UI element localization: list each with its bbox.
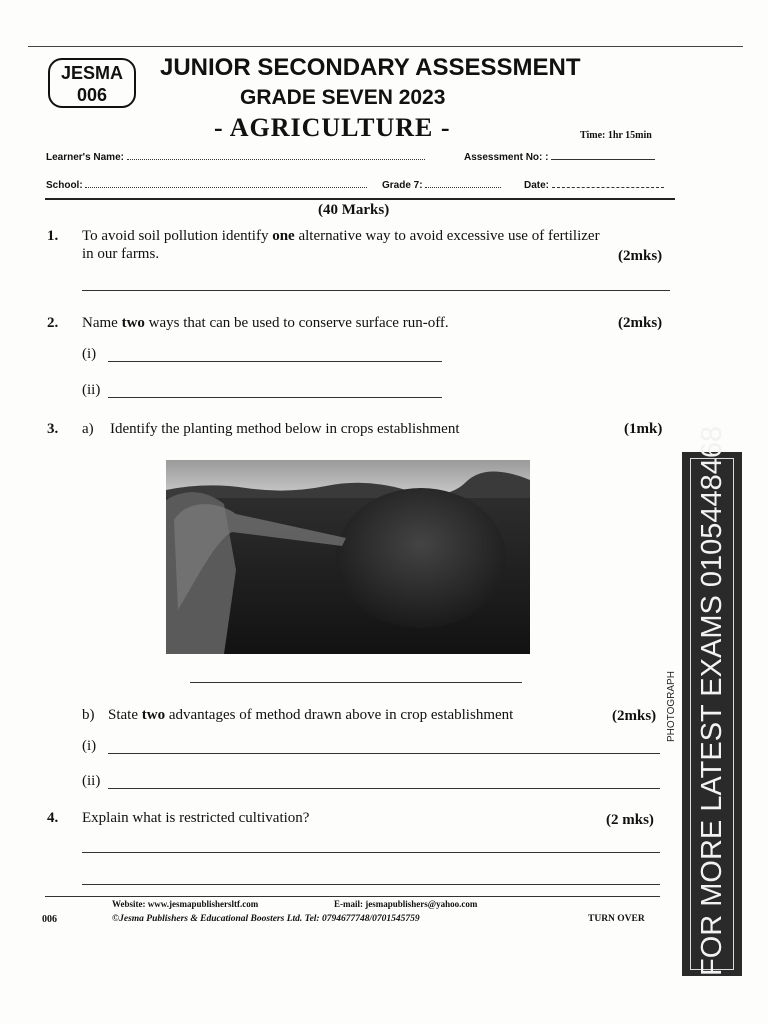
q3a-label: a) <box>82 421 94 437</box>
school-label: School: <box>46 180 83 191</box>
assessment-no-field <box>464 150 655 163</box>
photograph-label: PHOTOGRAPH <box>666 671 677 742</box>
jesma-logo <box>48 58 136 108</box>
grade7-label: Grade 7: <box>382 180 423 191</box>
q2-emphasis: two <box>121 315 145 331</box>
side-banner-text: FOR MORE LATEST EXAMS 0105448468 <box>696 425 728 976</box>
q1-answer-line[interactable] <box>82 290 670 291</box>
exam-grade: GRADE SEVEN 2023 <box>240 86 446 109</box>
q3b-option-ii: (ii) <box>82 773 101 789</box>
total-marks: (40 Marks) <box>318 202 390 218</box>
q4-answer-line-2[interactable] <box>82 884 660 885</box>
q3b-answer-line-ii[interactable] <box>108 788 660 789</box>
q4-marks: (2 mks) <box>606 812 654 828</box>
q2-answer-line-i[interactable] <box>108 361 442 362</box>
q4-answer-line-1[interactable] <box>82 852 660 853</box>
assessment-no-label: Assessment No: : <box>464 152 549 163</box>
learner-name-label: Learner's Name: <box>46 152 124 163</box>
q2-marks: (2mks) <box>618 315 663 331</box>
q2-option-i: (i) <box>82 346 97 362</box>
date-blank[interactable] <box>552 178 664 188</box>
q3a-marks: (1mk) <box>624 421 663 437</box>
q1-emphasis: one <box>272 228 295 244</box>
q3a-text: Identify the planting method below in crops establishment <box>110 421 460 437</box>
q1-number: 1. <box>47 228 59 244</box>
exam-title: JUNIOR SECONDARY ASSESSMENT <box>160 54 581 81</box>
q3b-text-after: advantages of method drawn above in crop establishment <box>165 707 514 723</box>
q1-text-before: To avoid soil pollution identify <box>82 228 273 244</box>
photo-seed-spread <box>336 488 506 628</box>
q2-answer-line-ii[interactable] <box>108 397 442 398</box>
footer-website: Website: www.jesmapublishersltf.com <box>112 899 259 909</box>
q3b-marks: (2mks) <box>612 708 657 724</box>
q4-number: 4. <box>47 810 59 826</box>
footer-paper-code: 006 <box>42 914 57 925</box>
q3b-option-i: (i) <box>82 738 97 754</box>
q2-option-ii: (ii) <box>82 382 101 398</box>
date-field <box>524 178 664 191</box>
exam-subject: - AGRICULTURE - <box>214 113 451 142</box>
q1-text-line2: in our farms. <box>82 246 160 262</box>
q3a-answer-line[interactable] <box>190 682 522 683</box>
learner-name-field <box>46 150 425 163</box>
turn-over-label: TURN OVER <box>588 914 645 924</box>
school-blank[interactable] <box>85 178 367 188</box>
learner-name-blank[interactable] <box>127 150 425 160</box>
side-advert-banner <box>682 425 742 976</box>
top-border-line <box>28 46 743 47</box>
logo-text-code: 006 <box>76 85 108 105</box>
footer-divider <box>45 896 660 897</box>
photo-scene <box>166 460 530 654</box>
grade7-field <box>382 178 501 191</box>
date-label: Date: <box>524 180 550 191</box>
q3b-label: b) <box>82 707 95 723</box>
header-divider <box>45 198 675 200</box>
q1-marks: (2mks) <box>618 248 663 264</box>
planting-method-photo <box>166 460 530 654</box>
q3b-text-before: State <box>108 707 142 723</box>
q1-text <box>82 228 600 245</box>
q3-number: 3. <box>47 421 59 437</box>
q2-text-after: ways that can be used to conserve surface run-off. <box>144 315 449 331</box>
q3b-emphasis: two <box>141 707 166 723</box>
q3b-answer-line-i[interactable] <box>108 753 660 754</box>
q2-text-before: Name <box>82 315 122 331</box>
logo-text-jesma: JESMA <box>60 63 123 83</box>
q3b-text <box>108 707 513 724</box>
grade7-blank[interactable] <box>425 178 501 188</box>
assessment-no-blank[interactable] <box>551 150 655 160</box>
footer-copyright: ©Jesma Publishers & Educational Boosters Ltd. Tel: 0794677748/0701545759 <box>112 914 420 924</box>
q4-text: Explain what is restricted cultivation? <box>82 810 310 826</box>
school-field <box>46 178 367 191</box>
q2-text <box>82 315 449 332</box>
exam-time: Time: 1hr 15min <box>580 130 652 141</box>
footer-email: E-mail: jesmapublishers@yahoo.com <box>334 899 478 909</box>
q2-number: 2. <box>47 315 59 331</box>
q1-text-after: alternative way to avoid excessive use of fertilizer <box>294 228 600 244</box>
